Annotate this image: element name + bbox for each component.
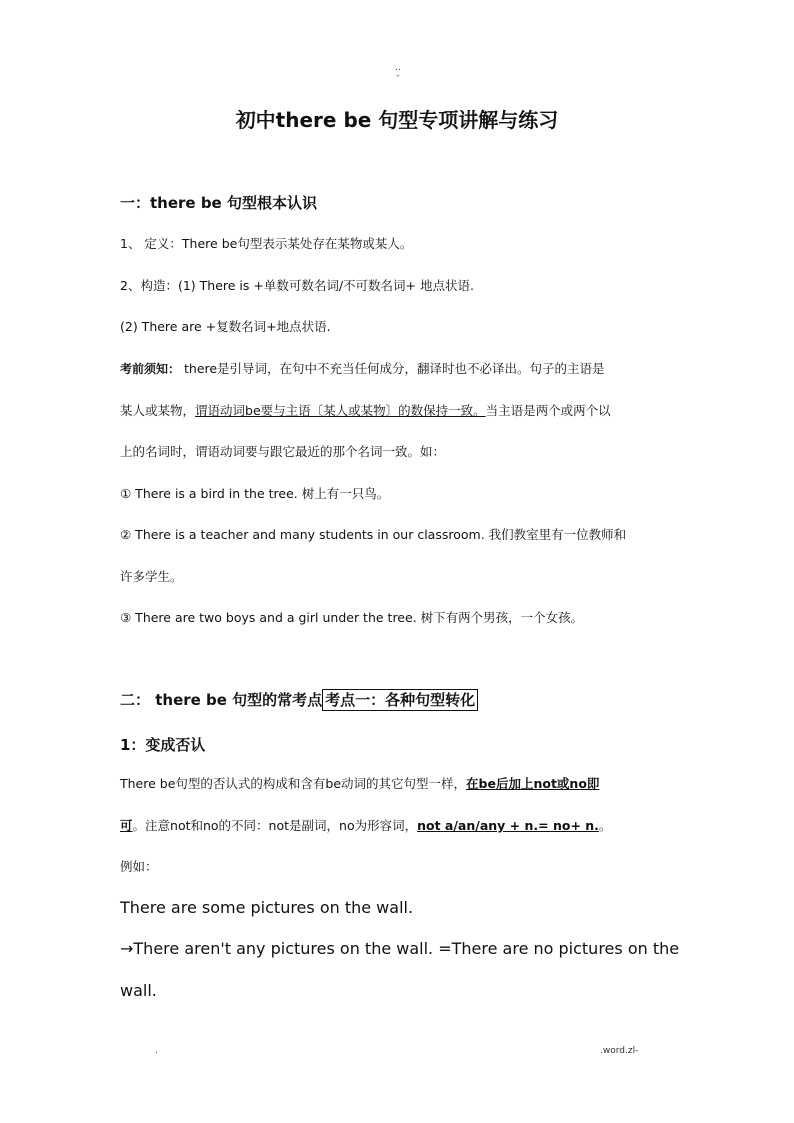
note-text-1: there是引导词，在句中不充当任何成分，翻译时也不必译出。句子的主语是	[180, 361, 605, 376]
negation-formula: not a/an/any + n.= no+ n.	[417, 818, 599, 833]
subheading-negation: 1：变成否认	[120, 736, 206, 754]
footer-right: .word.zl-	[600, 1046, 639, 1056]
definition-line: 1、 定义：There be句型表示某处存在某物或某人。	[120, 236, 413, 251]
structure-line-1: 2、构造：(1) There is +单数可数名词/不可数名词+ 地点状语.	[120, 278, 474, 293]
footer-left: .	[155, 1046, 158, 1056]
example-label: 例如：	[120, 859, 158, 874]
header-mark-top: ..	[395, 63, 401, 73]
negation-text-1a: There be句型的否认式的构成和含有be动词的其它句型一样，	[120, 776, 467, 791]
negation-para-line-1	[120, 776, 599, 792]
note-text-2b-underlined: 谓语动词be要与主语〔某人或某物〕的数保持一致。	[195, 403, 486, 418]
note-label: 考前须知：	[120, 362, 181, 376]
section-heading-2-boxed: 考点一：各种句型转化	[322, 689, 478, 711]
example-sentence-1: There are some pictures on the wall.	[120, 898, 414, 917]
example-sentence-3: wall.	[120, 981, 157, 1000]
note-text-2c: 当主语是两个或两个以	[485, 403, 611, 418]
section-heading-2	[120, 689, 478, 710]
negation-text-2d: 。	[598, 818, 612, 833]
section-heading-1: 一：there be 句型根本认识	[120, 194, 317, 212]
note-text-2a: 某人或某物，	[120, 403, 196, 418]
note-line-2	[120, 403, 611, 419]
example-2a: ② There is a teacher and many students in our classroom. 我们教室里有一位教师和	[120, 527, 627, 542]
header-mark-bottom: -	[396, 71, 400, 81]
page-title: 初中there be 句型专项讲解与练习	[235, 108, 559, 132]
header-mark	[390, 64, 406, 80]
negation-text-1b: 在be后加上not或no即	[466, 776, 600, 791]
negation-text-2b: 。注意not和no的不同：not是副词，no为形容词，	[132, 818, 418, 833]
negation-text-2a: 可	[120, 818, 133, 833]
section-heading-2-text: 二： there be 句型的常考点	[120, 691, 323, 709]
note-line-1	[120, 361, 605, 377]
negation-para-line-2	[120, 818, 611, 834]
structure-line-2: (2) There are +复数名词+地点状语.	[120, 319, 331, 334]
example-2b: 许多学生。	[120, 569, 183, 584]
example-3: ③ There are two boys and a girl under the tree. 树下有两个男孩，一个女孩。	[120, 610, 584, 625]
example-1: ① There is a bird in the tree. 树上有一只鸟。	[120, 486, 390, 501]
example-sentence-2: →There aren't any pictures on the wall. =There are no pictures on the	[120, 939, 680, 958]
note-line-3: 上的名词时，谓语动词要与跟它最近的那个名词一致。如：	[120, 444, 446, 459]
